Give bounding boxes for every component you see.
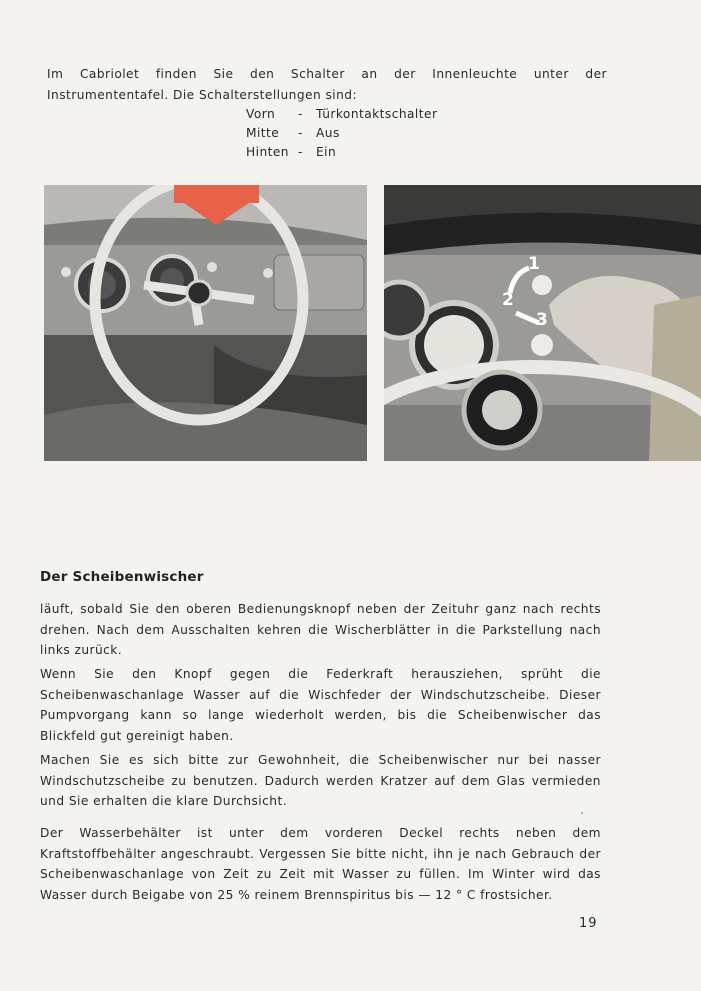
setting-value: Aus bbox=[316, 126, 340, 140]
page-number: 19 bbox=[579, 916, 598, 931]
setting-position: Vorn bbox=[246, 107, 276, 121]
wiper-paragraph-3: Machen Sie es sich bitte zur Gewohnheit, die Scheibenwischer nur bei nasser Windschutzscheibe zu benutzen. Dadurch werden Kratzer auf dem Glas vermieden und Sie erhalten die klare Durchsicht. bbox=[40, 753, 601, 808]
setting-position: Mitte bbox=[246, 126, 280, 140]
setting-value: Türkontaktschalter bbox=[316, 107, 438, 121]
wiper-paragraph-2: Wenn Sie den Knopf gegen die Federkraft herausziehen, sprüht die Scheibenwaschanlage Wasser auf die Wischfeder der Windschutzscheibe. Dieser Pumpvorgang kann so lange wiederholt werden, bis die Scheibenwischer das Blickfeld gut gereinigt haben. bbox=[40, 667, 601, 743]
label-3: 3 bbox=[536, 310, 548, 330]
intro-paragraph: Im Cabriolet finden Sie den Schalter an der Innenleuchte unter der Instrumententafel. Die Schalterstellungen sind: bbox=[47, 67, 607, 102]
setting-row-front bbox=[246, 105, 437, 124]
dashboard-illustration bbox=[44, 185, 367, 461]
dashboard-photo bbox=[44, 185, 367, 461]
switch-settings-list bbox=[246, 105, 437, 162]
setting-value: Ein bbox=[316, 145, 337, 159]
section-heading: Der Scheibenwischer bbox=[40, 569, 204, 585]
wiper-paragraph-4: Der Wasserbehälter ist unter dem vorderen Deckel rechts neben dem Kraftstoffbehälter angeschraubt. Vergessen Sie bitte nicht, ihn je nach Gebrauch der Scheibenwaschanlage von Zeit zu Zeit mit Wasser zu füllen. Im Winter wird das Wasser durch Beigabe von 25 % reinem Brennspiritus bis — 12 ° C frostsicher. bbox=[40, 826, 601, 902]
speck bbox=[581, 812, 583, 814]
setting-dash: - bbox=[298, 145, 303, 159]
setting-position: Hinten bbox=[246, 145, 289, 159]
label-2: 2 bbox=[502, 290, 514, 310]
setting-dash: - bbox=[298, 107, 303, 121]
wiper-switch-photo bbox=[384, 185, 701, 461]
label-1: 1 bbox=[528, 254, 540, 274]
setting-dash: - bbox=[298, 126, 303, 140]
setting-row-middle bbox=[246, 124, 437, 143]
wiper-paragraph-1: läuft, sobald Sie den oberen Bedienungsknopf neben der Zeituhr ganz nach rechts drehen. Nach dem Ausschalten kehren die Wischerblätter in die Parkstellung nach links zurück. bbox=[40, 602, 601, 657]
setting-row-rear bbox=[246, 143, 437, 162]
wiper-switch-illustration bbox=[384, 185, 701, 461]
